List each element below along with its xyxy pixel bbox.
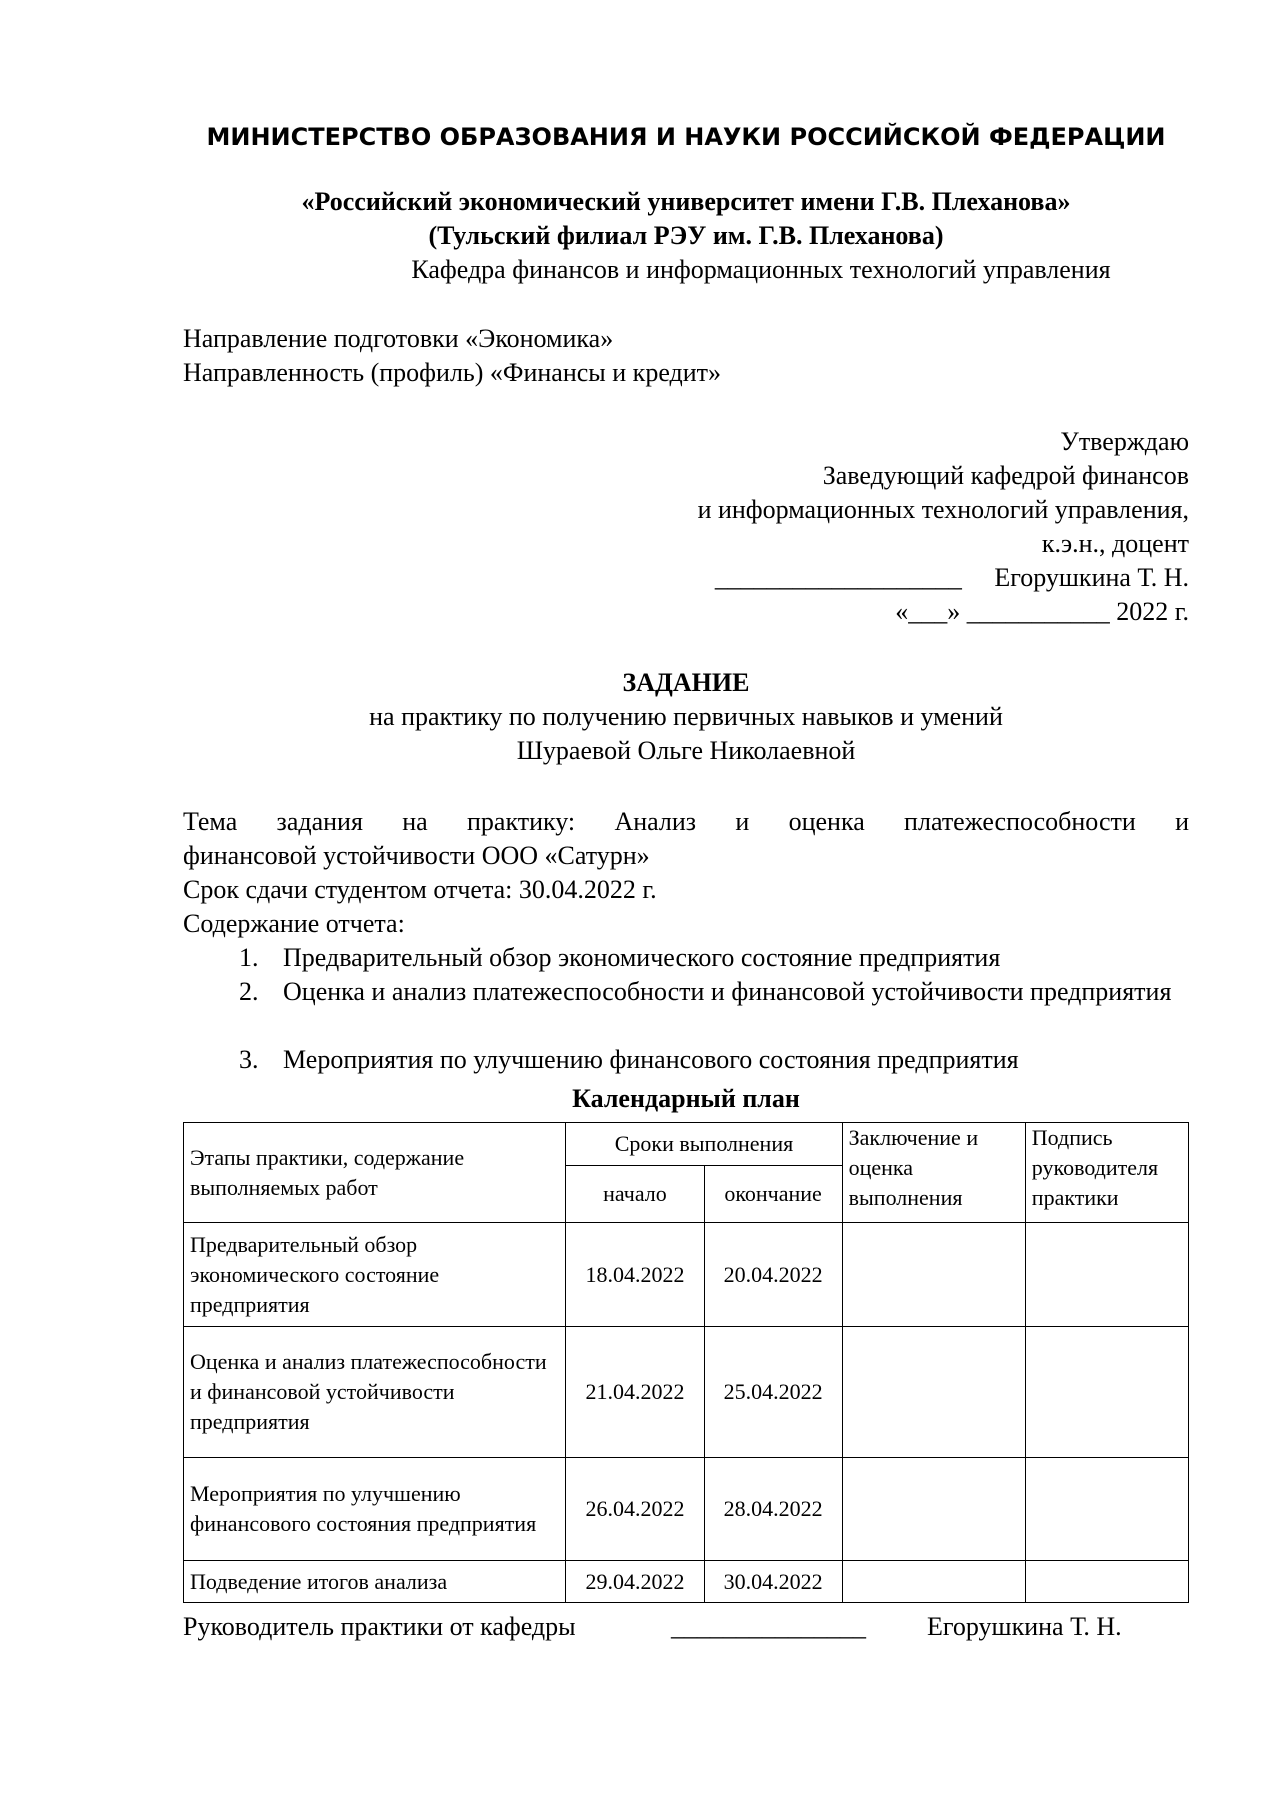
list-item-number: 3. bbox=[239, 1045, 259, 1074]
table-row bbox=[184, 1458, 1189, 1561]
cell-stage: Предварительный обзор экономического состояние предприятия bbox=[184, 1223, 566, 1327]
task-topic-line-1: Тема задания на практику: Анализ и оценка платежеспособности и bbox=[183, 807, 1189, 836]
cell-conclusion bbox=[842, 1561, 1025, 1603]
cell-stage: Подведение итогов анализа bbox=[184, 1561, 566, 1603]
approval-label: Утверждаю bbox=[1060, 427, 1189, 456]
department-name: Кафедра финансов и информационных технологий управления bbox=[411, 255, 1111, 284]
university-name: «Российский экономический университет имени Г.В. Плеханова» bbox=[301, 187, 1071, 216]
approval-date-line: «___» ___________ 2022 г. bbox=[895, 597, 1189, 626]
cell-start: 21.04.2022 bbox=[566, 1327, 704, 1458]
table-header-row bbox=[184, 1123, 1189, 1166]
cell-signature bbox=[1025, 1223, 1188, 1327]
list-item: Оценка и анализ платежеспособности и финансовой устойчивости предприятия bbox=[283, 977, 1172, 1006]
header-end: окончание bbox=[704, 1166, 842, 1223]
branch-name: (Тульский филиал РЭУ им. Г.В. Плеханова) bbox=[428, 221, 944, 250]
program-direction: Направление подготовки «Экономика» bbox=[183, 324, 614, 353]
cell-conclusion bbox=[842, 1223, 1025, 1327]
task-topic-line-2: финансовой устойчивости ООО «Сатурн» bbox=[183, 841, 650, 870]
list-item: Предварительный обзор экономического состояние предприятия bbox=[283, 943, 1001, 972]
table-row bbox=[184, 1561, 1189, 1603]
approval-position-1: Заведующий кафедрой финансов bbox=[822, 461, 1189, 490]
header-start: начало bbox=[566, 1166, 704, 1223]
task-title: ЗАДАНИЕ bbox=[622, 668, 750, 697]
cell-stage: Оценка и анализ платежеспособности и финансовой устойчивости предприятия bbox=[184, 1327, 566, 1458]
list-item-number: 2. bbox=[239, 977, 259, 1006]
cell-end: 28.04.2022 bbox=[704, 1458, 842, 1561]
list-item: Мероприятия по улучшению финансового состояния предприятия bbox=[283, 1045, 1019, 1074]
cell-conclusion bbox=[842, 1327, 1025, 1458]
cell-start: 18.04.2022 bbox=[566, 1223, 704, 1327]
program-profile: Направленность (профиль) «Финансы и кредит» bbox=[183, 358, 722, 387]
cell-end: 25.04.2022 bbox=[704, 1327, 842, 1458]
header-terms: Сроки выполнения bbox=[566, 1123, 842, 1166]
approval-degree: к.э.н., доцент bbox=[1041, 529, 1189, 558]
cell-signature bbox=[1025, 1327, 1188, 1458]
cell-conclusion bbox=[842, 1458, 1025, 1561]
cell-signature bbox=[1025, 1458, 1188, 1561]
cell-stage: Мероприятия по улучшению финансового состояния предприятия bbox=[184, 1458, 566, 1561]
supervisor-signature-blank: _______________ bbox=[671, 1612, 866, 1641]
table-row bbox=[184, 1223, 1189, 1327]
task-subtitle: на практику по получению первичных навыков и умений bbox=[369, 702, 1003, 731]
supervisor-label: Руководитель практики от кафедры bbox=[183, 1612, 576, 1641]
cell-end: 20.04.2022 bbox=[704, 1223, 842, 1327]
approval-position-2: и информационных технологий управления, bbox=[697, 495, 1189, 524]
supervisor-name: Егорушкина Т. Н. bbox=[927, 1612, 1122, 1641]
cell-start: 29.04.2022 bbox=[566, 1561, 704, 1603]
task-student: Шураевой Ольге Николаевной bbox=[516, 736, 856, 765]
contents-label: Содержание отчета: bbox=[183, 909, 405, 938]
list-item-number: 1. bbox=[239, 943, 259, 972]
header-signature: Подпись руководителя практики bbox=[1025, 1123, 1188, 1223]
plan-title: Календарный план bbox=[572, 1084, 800, 1113]
ministry-title: МИНИСТЕРСТВО ОБРАЗОВАНИЯ И НАУКИ РОССИЙСКОЙ ФЕДЕРАЦИИ bbox=[206, 123, 1166, 151]
cell-signature bbox=[1025, 1561, 1188, 1603]
approval-signature-line: ___________________ Егорушкина Т. Н. bbox=[714, 563, 1189, 592]
cell-end: 30.04.2022 bbox=[704, 1561, 842, 1603]
table-row bbox=[184, 1327, 1189, 1458]
cell-start: 26.04.2022 bbox=[566, 1458, 704, 1561]
task-deadline: Срок сдачи студентом отчета: 30.04.2022 г. bbox=[183, 875, 657, 904]
calendar-plan-table bbox=[183, 1122, 1189, 1603]
header-stages: Этапы практики, содержание выполняемых работ bbox=[184, 1123, 566, 1223]
header-conclusion: Заключение и оценка выполнения bbox=[842, 1123, 1025, 1223]
